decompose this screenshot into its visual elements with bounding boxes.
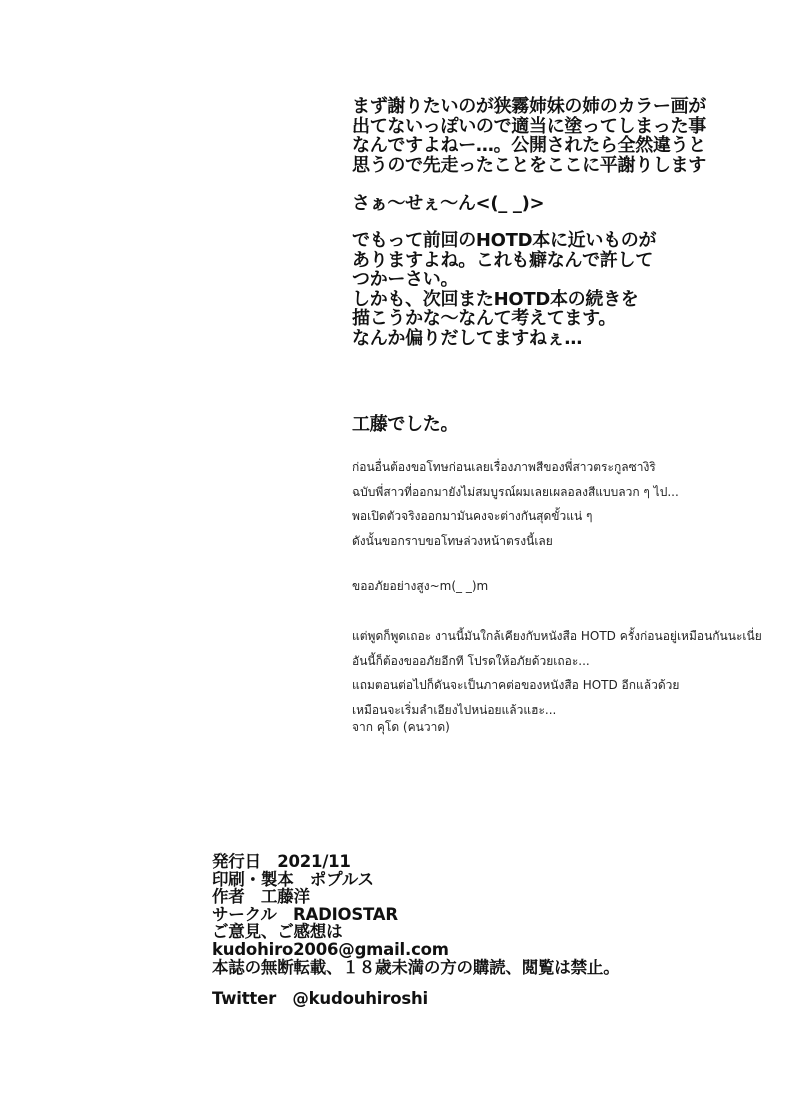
text-line: ก่อนอื่นต้องขอโทษก่อนเลยเรื่องภาพสีของพี่สาวตระกูลซางิริ — [352, 460, 656, 474]
email: kudohiro2006@gmail.com — [212, 939, 449, 959]
text-line: まず謝りたいのが狭霧姉妹の姉のカラー画が — [352, 96, 706, 117]
text-line: แต่พูดก็พูดเถอะ งานนี้มันใกล้เคียงกับหนังสือ HOTD ครั้งก่อนอยู่เหมือนกันนะเนี่ย — [352, 629, 762, 643]
text-line: なんか偏りだしてますねぇ… — [352, 327, 583, 349]
text-line: なんですよねー…。公開されたら全然違うと — [352, 135, 706, 156]
text-line: พอเปิดตัวจริงออกมามันคงจะต่างกันสุดขั้วแน่ ๆ — [352, 509, 593, 523]
text-line: ดังนั้นขอกราบขอโทษล่วงหน้าตรงนี้เลย — [352, 533, 553, 548]
printer: 印刷・製本 ポプルス — [212, 869, 374, 889]
text-line: つかーさい。 — [352, 269, 459, 290]
author: 作者 工藤洋 — [212, 887, 310, 907]
text-line: แถมตอนต่อไปก็ดันจะเป็นภาคต่อของหนังสือ HOTD อีกแล้วด้วย — [352, 678, 680, 692]
text-line: ฉบับพี่สาวที่ออกมายังไม่สมบูรณ์ผมเลยเผลอลงสีแบบลวก ๆ ไป... — [352, 484, 679, 499]
circle: サークル RADIOSTAR — [212, 904, 398, 924]
thai-paragraph-2 — [352, 624, 762, 722]
text-line: เหมือนจะเริ่มลำเอียงไปหน่อยแล้วแฮะ... — [352, 702, 557, 717]
text-line: 出てないっぽいので適当に塗ってしまった事 — [352, 115, 706, 137]
text-line: 描こうかな〜なんて考えてます。 — [352, 308, 617, 329]
text-line: しかも、次回またHOTD本の続きを — [352, 288, 639, 310]
copyright-notice: 本誌の無断転載、１８歳未満の方の購読、閲覧は禁止。 — [212, 957, 620, 977]
jp-paragraph-1 — [352, 97, 706, 175]
feedback-label: ご意見、ご感想は — [212, 922, 343, 942]
text-line: อันนี้ก็ต้องขออภัยอีกที โปรดให้อภัยด้วยเถอะ... — [352, 653, 590, 668]
thai-apology: ขออภัยอย่างสูง~m(_ _)m — [352, 579, 489, 593]
jp-signoff: 工藤でした。 — [352, 414, 459, 435]
publish-date: 発行日 2021/11 — [212, 852, 351, 871]
jp-paragraph-2 — [352, 231, 656, 348]
jp-apology: さぁ〜せぇ〜ん<(_ _)> — [352, 193, 545, 214]
text-line: でもって前回のHOTD本に近いものが — [352, 230, 657, 251]
text-line: 思うので先走ったことをここに平謝りします — [352, 154, 706, 176]
thai-signoff: จาก คุโด (คนวาด) — [352, 720, 450, 734]
text-line: ありますよね。これも癖なんで許して — [352, 249, 653, 271]
twitter-handle: Twitter @kudouhiroshi — [212, 989, 428, 1008]
thai-paragraph-1 — [352, 455, 679, 553]
colophon — [212, 853, 620, 976]
